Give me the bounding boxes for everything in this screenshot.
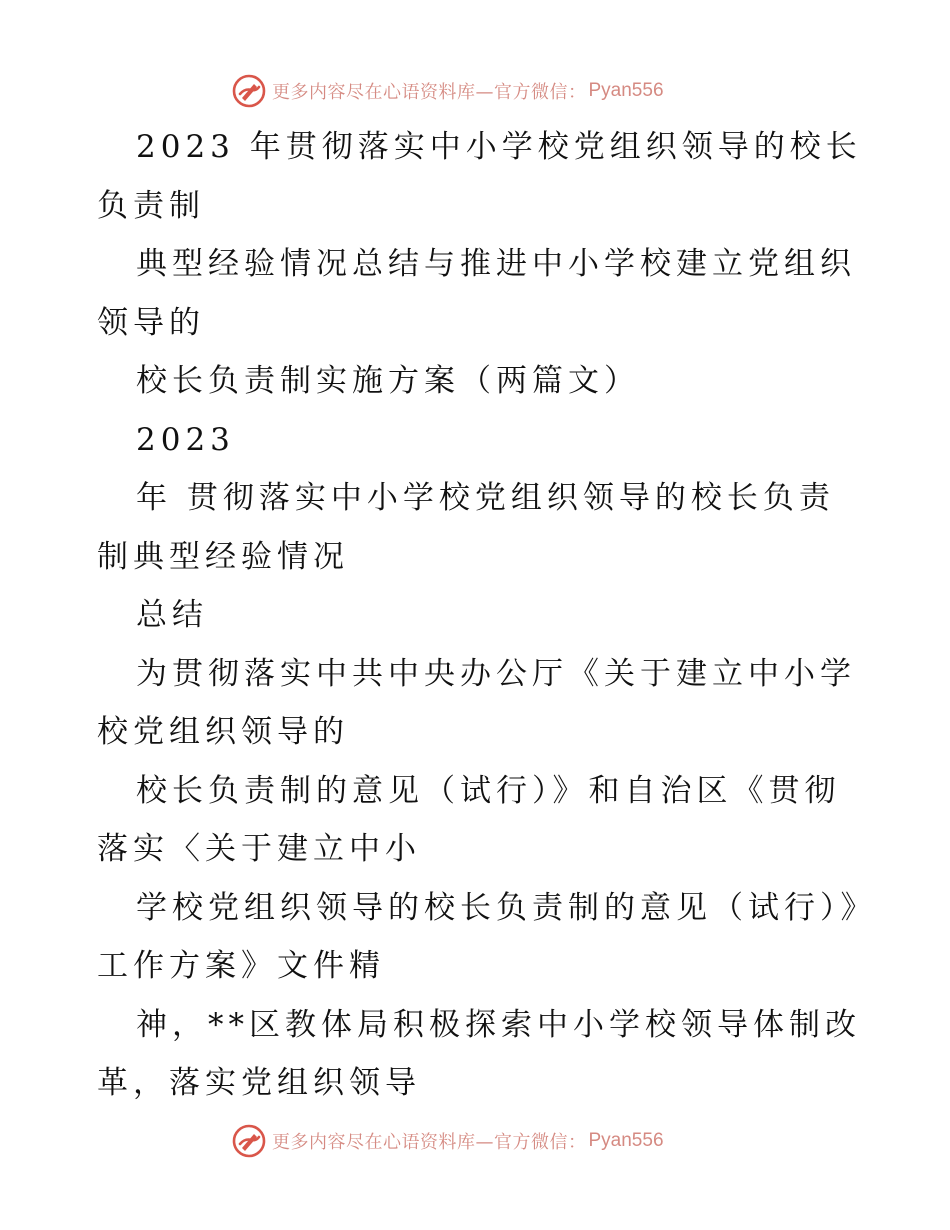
paragraph: 2023 bbox=[136, 421, 235, 458]
footer-watermark bbox=[232, 1121, 752, 1161]
paragraph: 为贯彻落实中共中央办公厅《关于建立中小学校党组织领导的 bbox=[97, 655, 856, 750]
paragraph: 学校党组织领导的校长负责制的意见（试行）》工作方案》文件精 bbox=[97, 889, 861, 984]
watermark-wechat-id: Pyan556 bbox=[588, 80, 664, 101]
paragraph: 校长负责制实施方案（两篇文） bbox=[136, 363, 640, 399]
paragraph: 2023 年贯彻落实中小学校党组织领导的校长负责制 bbox=[97, 129, 862, 224]
document-body bbox=[97, 118, 867, 1113]
watermark-text: 更多内容尽在心语资料库—官方微信： bbox=[272, 1132, 587, 1153]
watermark-wechat-id: Pyan556 bbox=[588, 1130, 664, 1151]
paragraph: 神，**区教体局积极探索中小学校领导体制改革，落实党组织领导 bbox=[97, 1006, 861, 1101]
paragraph: 总结 bbox=[136, 597, 208, 633]
header-watermark bbox=[232, 71, 752, 111]
paragraph: 校长负责制的意见（试行）》和自治区《贯彻落实〈关于建立中小 bbox=[97, 772, 841, 867]
book-pen-logo-icon bbox=[232, 1124, 266, 1158]
book-pen-logo-icon bbox=[232, 74, 266, 108]
watermark-text: 更多内容尽在心语资料库—官方微信： bbox=[272, 82, 587, 103]
paragraph: 年 贯彻落实中小学校党组织领导的校长负责制典型经验情况 bbox=[97, 480, 835, 575]
paragraph: 典型经验情况总结与推进中小学校建立党组织领导的 bbox=[97, 246, 856, 341]
